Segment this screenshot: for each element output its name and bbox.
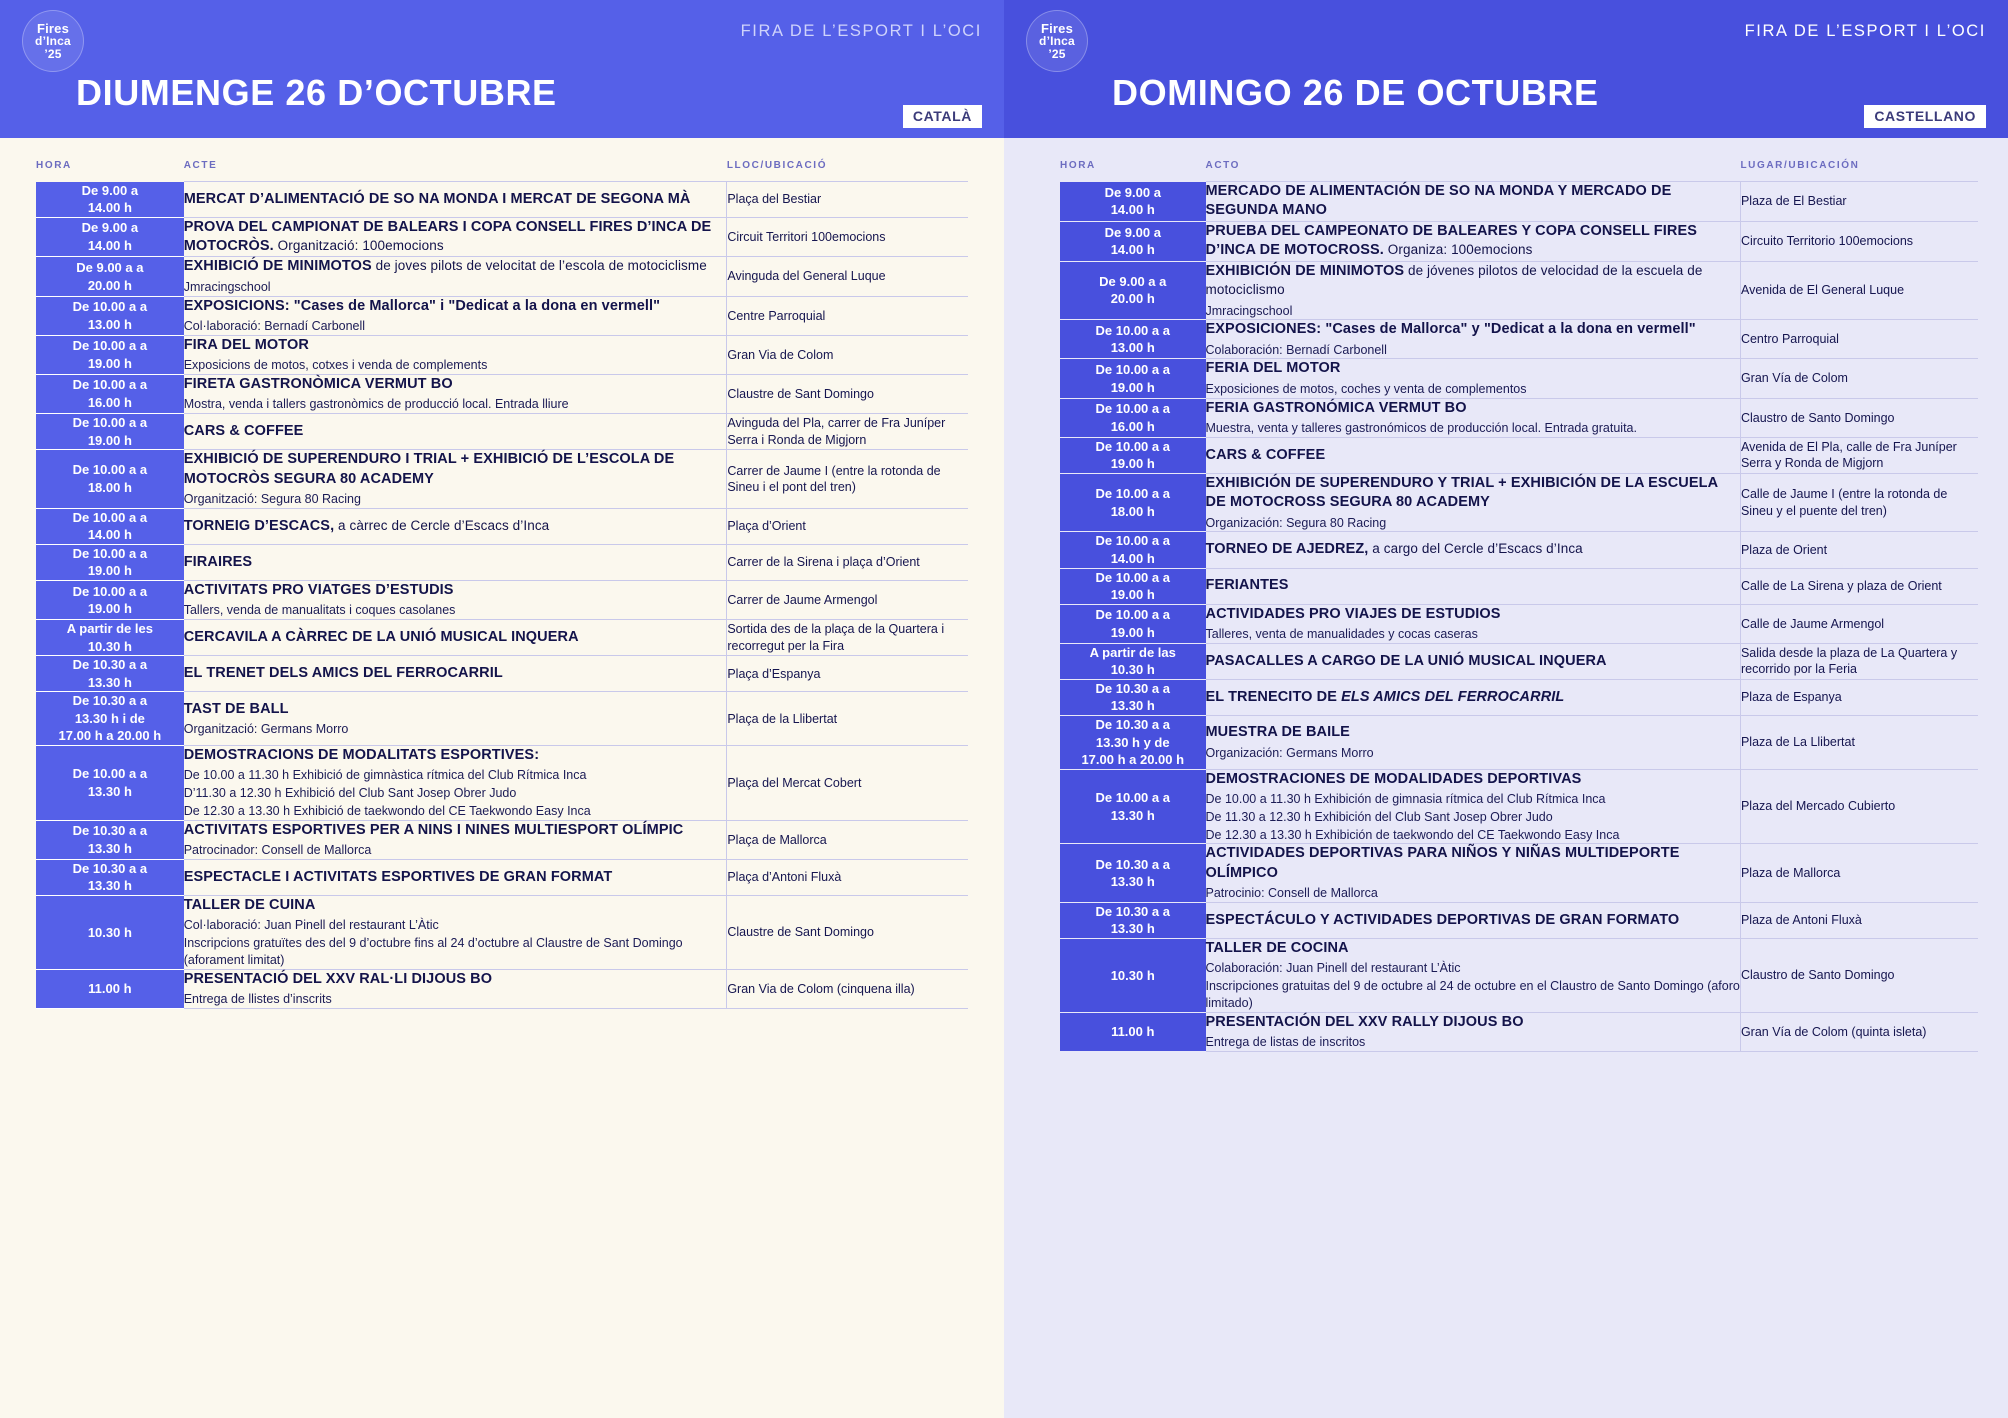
cell-time: De 10.00 a a 14.00 h (36, 508, 184, 544)
cell-location: Sortida des de la plaça de la Quartera i recorregut per la Fira (727, 620, 968, 656)
activity-details: Jmracingschool (1205, 303, 1293, 318)
table-row (1060, 679, 1978, 715)
cell-time: De 10.30 a a 13.30 h (1060, 844, 1206, 903)
activity-details: Talleres, venta de manualidades y cocas caseras (1205, 627, 1478, 642)
cell-location: Calle de Jaume I (entre la rotonda de Sineu y el puente del tren) (1740, 473, 1978, 532)
cell-time: De 10.30 a a 13.30 h (36, 820, 184, 859)
cell-activity (1206, 1012, 1741, 1051)
cell-activity (184, 414, 727, 450)
activity-title: FIRA DEL MOTOR (183, 336, 309, 353)
cell-time: De 10.00 a a 18.00 h (36, 450, 184, 509)
activity-title: FIRAIRES (183, 553, 253, 570)
cell-activity (1206, 320, 1741, 359)
cell-activity (184, 820, 727, 859)
schedule-table-catala (36, 160, 968, 1009)
table-row (36, 969, 968, 1008)
table-row (1060, 182, 1978, 222)
cell-activity (184, 182, 727, 218)
table-row (36, 581, 968, 620)
table-row (1060, 643, 1978, 679)
activity-title: ESPECTACLE I ACTIVITATS ESPORTIVES DE GRAN FORMAT (183, 868, 613, 885)
cell-activity (184, 450, 727, 509)
cell-time: De 10.00 a a 19.00 h (36, 414, 184, 450)
cell-time: De 10.00 a a 19.00 h (36, 544, 184, 580)
activity-details: Muestra, venta y talleres gastronómicos de producción local. Entrada gratuita. (1205, 421, 1637, 436)
cell-location: Plaça d’Antoni Fluxà (727, 859, 968, 895)
activity-title: CERCAVILA A CÀRREC DE LA UNIÓ MUSICAL INQUERA (183, 629, 579, 645)
activity-title: PROVA DEL CAMPIONAT DE BALEARS I COPA CONSELL FIRES D’INCA DE MOTOCRÒS. Organització: 100emocions (183, 218, 712, 255)
cell-location: Claustro de Santo Domingo (1740, 398, 1978, 437)
column-header-lugar: LUGAR/UBICACIÓN (1740, 160, 1860, 171)
activity-details: Tallers, venda de manualitats i coques casolanes (183, 603, 456, 618)
cell-location: Plaza de Antoni Fluxà (1740, 902, 1978, 938)
cell-time: De 10.00 a a 13.00 h (1060, 320, 1206, 359)
activity-title: PRESENTACIÓ DEL XXV RAL·LI DIJOUS BO (183, 970, 493, 987)
cell-location: Centre Parroquial (727, 296, 968, 335)
panel-header-catala (0, 0, 1004, 138)
column-header-acto: ACTO (1205, 160, 1241, 171)
table-row (36, 544, 968, 580)
column-header-acte: ACTE (183, 160, 218, 171)
cell-location: Centro Parroquial (1740, 320, 1978, 359)
cell-activity (184, 544, 727, 580)
table-row (36, 450, 968, 509)
cell-time: De 10.00 a a 13.00 h (36, 296, 184, 335)
activity-title: MERCAT D’ALIMENTACIÓ DE SO NA MONDA I MERCAT DE SEGONA MÀ (183, 190, 691, 207)
activity-title: EXHIBICIÓ DE SUPERENDURO I TRIAL + EXHIBICIÓ DE L’ESCOLA DE MOTOCRÒS SEGURA 80 ACADEMY (183, 451, 675, 487)
activity-details: Organización: Germans Morro (1205, 745, 1374, 760)
cell-activity (1206, 679, 1741, 715)
cell-location: Gran Via de Colom (cinquena illa) (727, 969, 968, 1008)
table-row (1060, 320, 1978, 359)
table-row (36, 746, 968, 821)
logo-line-2: d’Inca (1039, 34, 1075, 49)
cell-time: 11.00 h (36, 969, 184, 1008)
cell-location: Plaça del Bestiar (727, 182, 968, 218)
activity-details: Jmracingschool (183, 279, 271, 294)
table-row (36, 414, 968, 450)
cell-time: De 10.00 a a 19.00 h (1060, 437, 1206, 473)
cell-activity (184, 969, 727, 1008)
table-row (36, 335, 968, 374)
cell-time: De 10.30 a a 13.30 h (36, 656, 184, 692)
cell-location: Circuit Territori 100emocions (727, 217, 968, 257)
table-row (36, 182, 968, 218)
table-header-row (36, 160, 968, 182)
table-row (1060, 1012, 1978, 1051)
cell-location: Calle de Jaume Armengol (1740, 604, 1978, 643)
table-row (1060, 437, 1978, 473)
schedule-body-castellano (1060, 182, 1978, 1052)
activity-details: De 10.00 a 11.30 h Exhibición de gimnasia rítmica del Club Rítmica Inca De 11.30 a 12.30 h Exhibición del Club Sant Josep Obrer Judo De 12.30 a 13.30 h Exhibición de taekwondo del CE Taekwondo Easy Inca (1205, 792, 1620, 842)
cell-location: Carrer de la Sirena i plaça d’Orient (727, 544, 968, 580)
table-row (36, 820, 968, 859)
table-row (1060, 261, 1978, 320)
activity-details: De 10.00 a 11.30 h Exhibició de gimnàstica rítmica del Club Rítmica Inca D’11.30 a 12.30 h Exhibició del Club Sant Josep Obrer Judo De 12.30 a 13.30 h Exhibició de taekwondo del CE Taekwondo Easy Inca (183, 768, 591, 818)
cell-location: Claustre de Sant Domingo (727, 374, 968, 413)
cell-activity (184, 692, 727, 746)
schedule-table-wrap-catala (0, 138, 1004, 1009)
cell-time: De 10.30 a a 13.30 h i de 17.00 h a 20.00 h (36, 692, 184, 746)
activity-title: ESPECTÁCULO Y ACTIVIDADES DEPORTIVAS DE GRAN FORMATO (1205, 911, 1680, 928)
table-row (36, 895, 968, 969)
activity-details: Organització: Segura 80 Racing (183, 492, 361, 507)
cell-time: 11.00 h (1060, 1012, 1206, 1051)
cell-time: De 10.30 a a 13.30 h (1060, 679, 1206, 715)
activity-title: CARS & COFFEE (183, 422, 304, 439)
cell-time: De 9.00 a 14.00 h (1060, 221, 1206, 261)
table-row (1060, 604, 1978, 643)
cell-time: A partir de las 10.30 h (1060, 643, 1206, 679)
cell-activity (184, 895, 727, 969)
table-row (1060, 473, 1978, 532)
cell-location: Plaza de El Bestiar (1740, 182, 1978, 222)
cell-time: De 10.00 a a 14.00 h (1060, 532, 1206, 568)
table-row (1060, 902, 1978, 938)
cell-activity (184, 335, 727, 374)
cell-location: Carrer de Jaume I (entre la rotonda de Sineu i el pont del tren) (727, 450, 968, 509)
header-kicker: FIRA DE L’ESPORT I L’OCI (740, 22, 982, 40)
activity-title: EXPOSICIONES: "Cases de Mallorca" y "Dedicat a la dona en vermell" (1205, 321, 1696, 338)
cell-location: Plaza de Espanya (1740, 679, 1978, 715)
cell-time: De 9.00 a a 20.00 h (1060, 261, 1206, 320)
table-row (1060, 359, 1978, 398)
cell-location: Claustre de Sant Domingo (727, 895, 968, 969)
cell-activity (1206, 643, 1741, 679)
cell-time: De 10.30 a a 13.30 h (1060, 902, 1206, 938)
table-row (36, 859, 968, 895)
cell-activity (184, 859, 727, 895)
activity-title: EXHIBICIÓ DE MINIMOTOS de joves pilots de velocitat de l’escola de motociclisme (183, 258, 707, 275)
cell-activity (184, 374, 727, 413)
cell-time: De 10.30 a a 13.30 h (36, 859, 184, 895)
table-row (36, 217, 968, 257)
logo-line-1: Fires (1040, 21, 1074, 37)
activity-details: Entrega de llistes d’inscrits (183, 992, 332, 1007)
cell-location: Gran Via de Colom (727, 335, 968, 374)
activity-details: Patrocinador: Consell de Mallorca (183, 843, 372, 858)
cell-time: De 10.00 a a 13.30 h (1060, 769, 1206, 844)
cell-activity (1206, 902, 1741, 938)
activity-details: Colaboración: Bernadí Carbonell (1205, 342, 1387, 357)
activity-title: DEMOSTRACIONES DE MODALIDADES DEPORTIVAS (1205, 770, 1582, 787)
cell-location: Plaça de la Llibertat (727, 692, 968, 746)
cell-location: Plaza de La Llibertat (1740, 716, 1978, 770)
cell-activity (1206, 532, 1741, 568)
cell-location: Avinguda del Pla, carrer de Fra Juníper Serra i Ronda de Migjorn (727, 414, 968, 450)
table-row (1060, 568, 1978, 604)
cell-activity (184, 656, 727, 692)
schedule-body-catala (36, 182, 968, 1009)
cell-time: De 9.00 a a 20.00 h (36, 257, 184, 296)
table-row (36, 620, 968, 656)
table-header-row (1060, 160, 1978, 182)
cell-location: Avenida de El Pla, calle de Fra Juníper Serra y Ronda de Migjorn (1740, 437, 1978, 473)
activity-title: TAST DE BALL (183, 700, 289, 717)
cell-activity (1206, 604, 1741, 643)
cell-time: De 10.00 a a 19.00 h (1060, 568, 1206, 604)
cell-activity (184, 296, 727, 335)
activity-title: EL TRENECITO DE ELS AMICS DEL FERROCARRIL (1205, 688, 1565, 705)
activity-title: CARS & COFFEE (1205, 446, 1326, 463)
fires-dinca-logo (22, 10, 84, 72)
cell-time: De 10.00 a a 13.30 h (36, 746, 184, 821)
table-row (36, 508, 968, 544)
activity-title: TALLER DE COCINA (1205, 940, 1349, 957)
activity-title: PRUEBA DEL CAMPEONATO DE BALEARES Y COPA CONSELL FIRES D’INCA DE MOTOCROSS. Organiza: 100emocions (1205, 222, 1697, 259)
cell-location: Plaça d’Espanya (727, 656, 968, 692)
cell-location: Plaça del Mercat Cobert (727, 746, 968, 821)
cell-activity (1206, 716, 1741, 770)
activity-title: FERIANTES (1205, 577, 1289, 594)
cell-activity (1206, 261, 1741, 320)
activity-title: FERIA DEL MOTOR (1205, 360, 1341, 377)
cell-time: De 10.00 a a 16.00 h (36, 374, 184, 413)
cell-location: Carrer de Jaume Armengol (727, 581, 968, 620)
activity-title: EXHIBICIÓN DE SUPERENDURO Y TRIAL + EXHIBICIÓN DE LA ESCUELA DE MOTOCROSS SEGURA 80 ACADEMY (1205, 474, 1718, 511)
cell-activity (1206, 568, 1741, 604)
cell-activity (1206, 844, 1741, 903)
cell-location: Plaza de Mallorca (1740, 844, 1978, 903)
table-row (1060, 532, 1978, 568)
cell-location: Circuito Territorio 100emocions (1740, 221, 1978, 261)
activity-details: Colaboración: Juan Pinell del restaurant L’Àtic Inscripciones gratuitas del 9 de octubre al 24 de octubre en el Claustro de Santo Domingo (aforo limitado) (1205, 961, 1740, 1010)
cell-time: De 10.00 a a 19.00 h (36, 581, 184, 620)
activity-title: MUESTRA DE BAILE (1205, 724, 1350, 741)
activity-details: Exposicions de motos, cotxes i venda de complements (183, 358, 488, 373)
column-header-hora: HORA (36, 160, 72, 172)
activity-title: ACTIVIDADES DEPORTIVAS PARA NIÑOS Y NIÑAS MULTIDEPORTE OLÍMPICO (1205, 845, 1680, 881)
language-badge-castellano: CASTELLANO (1864, 105, 1986, 128)
logo-line-1: Fires (36, 21, 70, 37)
table-row (36, 257, 968, 296)
page-title: DIUMENGE 26 D’OCTUBRE (76, 72, 557, 113)
table-row (1060, 398, 1978, 437)
panel-castellano (1004, 0, 2008, 1418)
cell-location: Salida desde la plaza de La Quartera y recorrido por la Feria (1740, 643, 1978, 679)
cell-activity (184, 217, 727, 257)
cell-time: De 10.00 a a 19.00 h (1060, 359, 1206, 398)
activity-title: EL TRENET DELS AMICS DEL FERROCARRIL (183, 665, 503, 682)
cell-time: 10.30 h (1060, 939, 1206, 1013)
logo-line-3: ’25 (44, 46, 62, 61)
activity-title: ACTIVIDADES PRO VIAJES DE ESTUDIOS (1205, 605, 1501, 622)
column-header-hora: HORA (1060, 160, 1096, 172)
cell-activity (1206, 182, 1741, 222)
cell-activity (1206, 221, 1741, 261)
cell-activity (1206, 359, 1741, 398)
activity-title: ACTIVITATS PRO VIATGES D’ESTUDIS (183, 582, 454, 598)
cell-location: Avenida de El General Luque (1740, 261, 1978, 320)
cell-activity (184, 581, 727, 620)
activity-title: EXPOSICIONS: "Cases de Mallorca" i "Dedicat a la dona en vermell" (183, 297, 661, 314)
table-row (1060, 844, 1978, 903)
cell-location: Avinguda del General Luque (727, 257, 968, 296)
panel-header-castellano (1004, 0, 2008, 138)
cell-time: A partir de les 10.30 h (36, 620, 184, 656)
logo-line-2: d’Inca (35, 34, 71, 49)
table-row (36, 296, 968, 335)
activity-title: DEMOSTRACIONS DE MODALITATS ESPORTIVES: (183, 747, 540, 763)
activity-details: Exposiciones de motos, coches y venta de complementos (1205, 381, 1527, 396)
activity-title: PRESENTACIÓN DEL XXV RALLY DIJOUS BO (1205, 1013, 1524, 1030)
activity-title: EXHIBICIÓN DE MINIMOTOS de jóvenes pilotos de velocidad de la escuela de motociclismo (1205, 262, 1703, 298)
cell-time: De 9.00 a 14.00 h (36, 217, 184, 257)
activity-title: PASACALLES A CARGO DE LA UNIÓ MUSICAL INQUERA (1205, 652, 1607, 669)
column-header-lloc: LLOC/UBICACIÓ (726, 160, 828, 171)
cell-activity (1206, 473, 1741, 532)
cell-activity (184, 508, 727, 544)
activity-details: Patrocinio: Consell de Mallorca (1205, 886, 1378, 901)
cell-activity (184, 746, 727, 821)
table-row (36, 656, 968, 692)
header-kicker: FIRA DE L’ESPORT I L’OCI (1744, 22, 1986, 40)
language-badge-catala: CATALÀ (903, 105, 982, 128)
activity-title: ACTIVITATS ESPORTIVES PER A NINS I NINES MULTIESPORT OLÍMPIC (183, 821, 684, 838)
cell-location: Calle de La Sirena y plaza de Orient (1740, 568, 1978, 604)
activity-title: FERIA GASTRONÓMICA VERMUT BO (1205, 399, 1467, 416)
table-row (1060, 939, 1978, 1013)
activity-details: Organització: Germans Morro (183, 722, 349, 737)
activity-details: Col·laboració: Juan Pinell del restaurant L’Àtic Inscripcions gratuïtes des del 9 d’octubre fins al 24 d’octubre al Claustre de Sant Domingo (aforament limitat) (183, 918, 683, 967)
table-row (1060, 221, 1978, 261)
cell-location: Plaça d’Orient (727, 508, 968, 544)
cell-activity (1206, 437, 1741, 473)
cell-activity (1206, 769, 1741, 844)
cell-activity (1206, 939, 1741, 1013)
cell-location: Plaça de Mallorca (727, 820, 968, 859)
schedule-table-wrap-castellano (1004, 138, 2008, 1052)
activity-title: TORNEIG D’ESCACS, a càrrec de Cercle d’Escacs d’Inca (183, 517, 550, 534)
cell-time: 10.30 h (36, 895, 184, 969)
activity-details: Entrega de listas de inscritos (1205, 1035, 1366, 1050)
table-row (36, 374, 968, 413)
logo-line-3: ’25 (1048, 46, 1066, 61)
cell-time: De 10.00 a a 19.00 h (36, 335, 184, 374)
activity-title: FIRETA GASTRONÒMICA VERMUT BO (183, 375, 453, 392)
activity-title: TALLER DE CUINA (183, 896, 316, 913)
cell-location: Gran Vía de Colom (quinta isleta) (1740, 1012, 1978, 1051)
cell-location: Gran Vía de Colom (1740, 359, 1978, 398)
table-row (1060, 769, 1978, 844)
fires-dinca-logo (1026, 10, 1088, 72)
activity-details: Mostra, venda i tallers gastronòmics de producció local. Entrada lliure (183, 397, 569, 412)
activity-details: Organización: Segura 80 Racing (1205, 515, 1387, 530)
cell-activity (184, 620, 727, 656)
activity-title: TORNEO DE AJEDREZ, a cargo del Cercle d’Escacs d’Inca (1205, 541, 1583, 558)
cell-location: Plaza de Orient (1740, 532, 1978, 568)
schedule-table-castellano (1060, 160, 1978, 1052)
cell-time: De 10.00 a a 19.00 h (1060, 604, 1206, 643)
table-row (1060, 716, 1978, 770)
cell-location: Plaza del Mercado Cubierto (1740, 769, 1978, 844)
table-row (36, 692, 968, 746)
cell-activity (1206, 398, 1741, 437)
activity-title: MERCADO DE ALIMENTACIÓN DE SO NA MONDA Y MERCADO DE SEGUNDA MANO (1205, 183, 1672, 219)
cell-time: De 10.00 a a 18.00 h (1060, 473, 1206, 532)
cell-activity (184, 257, 727, 296)
cell-time: De 10.00 a a 16.00 h (1060, 398, 1206, 437)
activity-details: Col·laboració: Bernadí Carbonell (183, 319, 366, 334)
page-title: DOMINGO 26 DE OCTUBRE (1112, 72, 1599, 113)
cell-time: De 9.00 a 14.00 h (36, 182, 184, 218)
cell-time: De 9.00 a 14.00 h (1060, 182, 1206, 222)
cell-time: De 10.30 a a 13.30 h y de 17.00 h a 20.00 h (1060, 716, 1206, 770)
cell-location: Claustro de Santo Domingo (1740, 939, 1978, 1013)
